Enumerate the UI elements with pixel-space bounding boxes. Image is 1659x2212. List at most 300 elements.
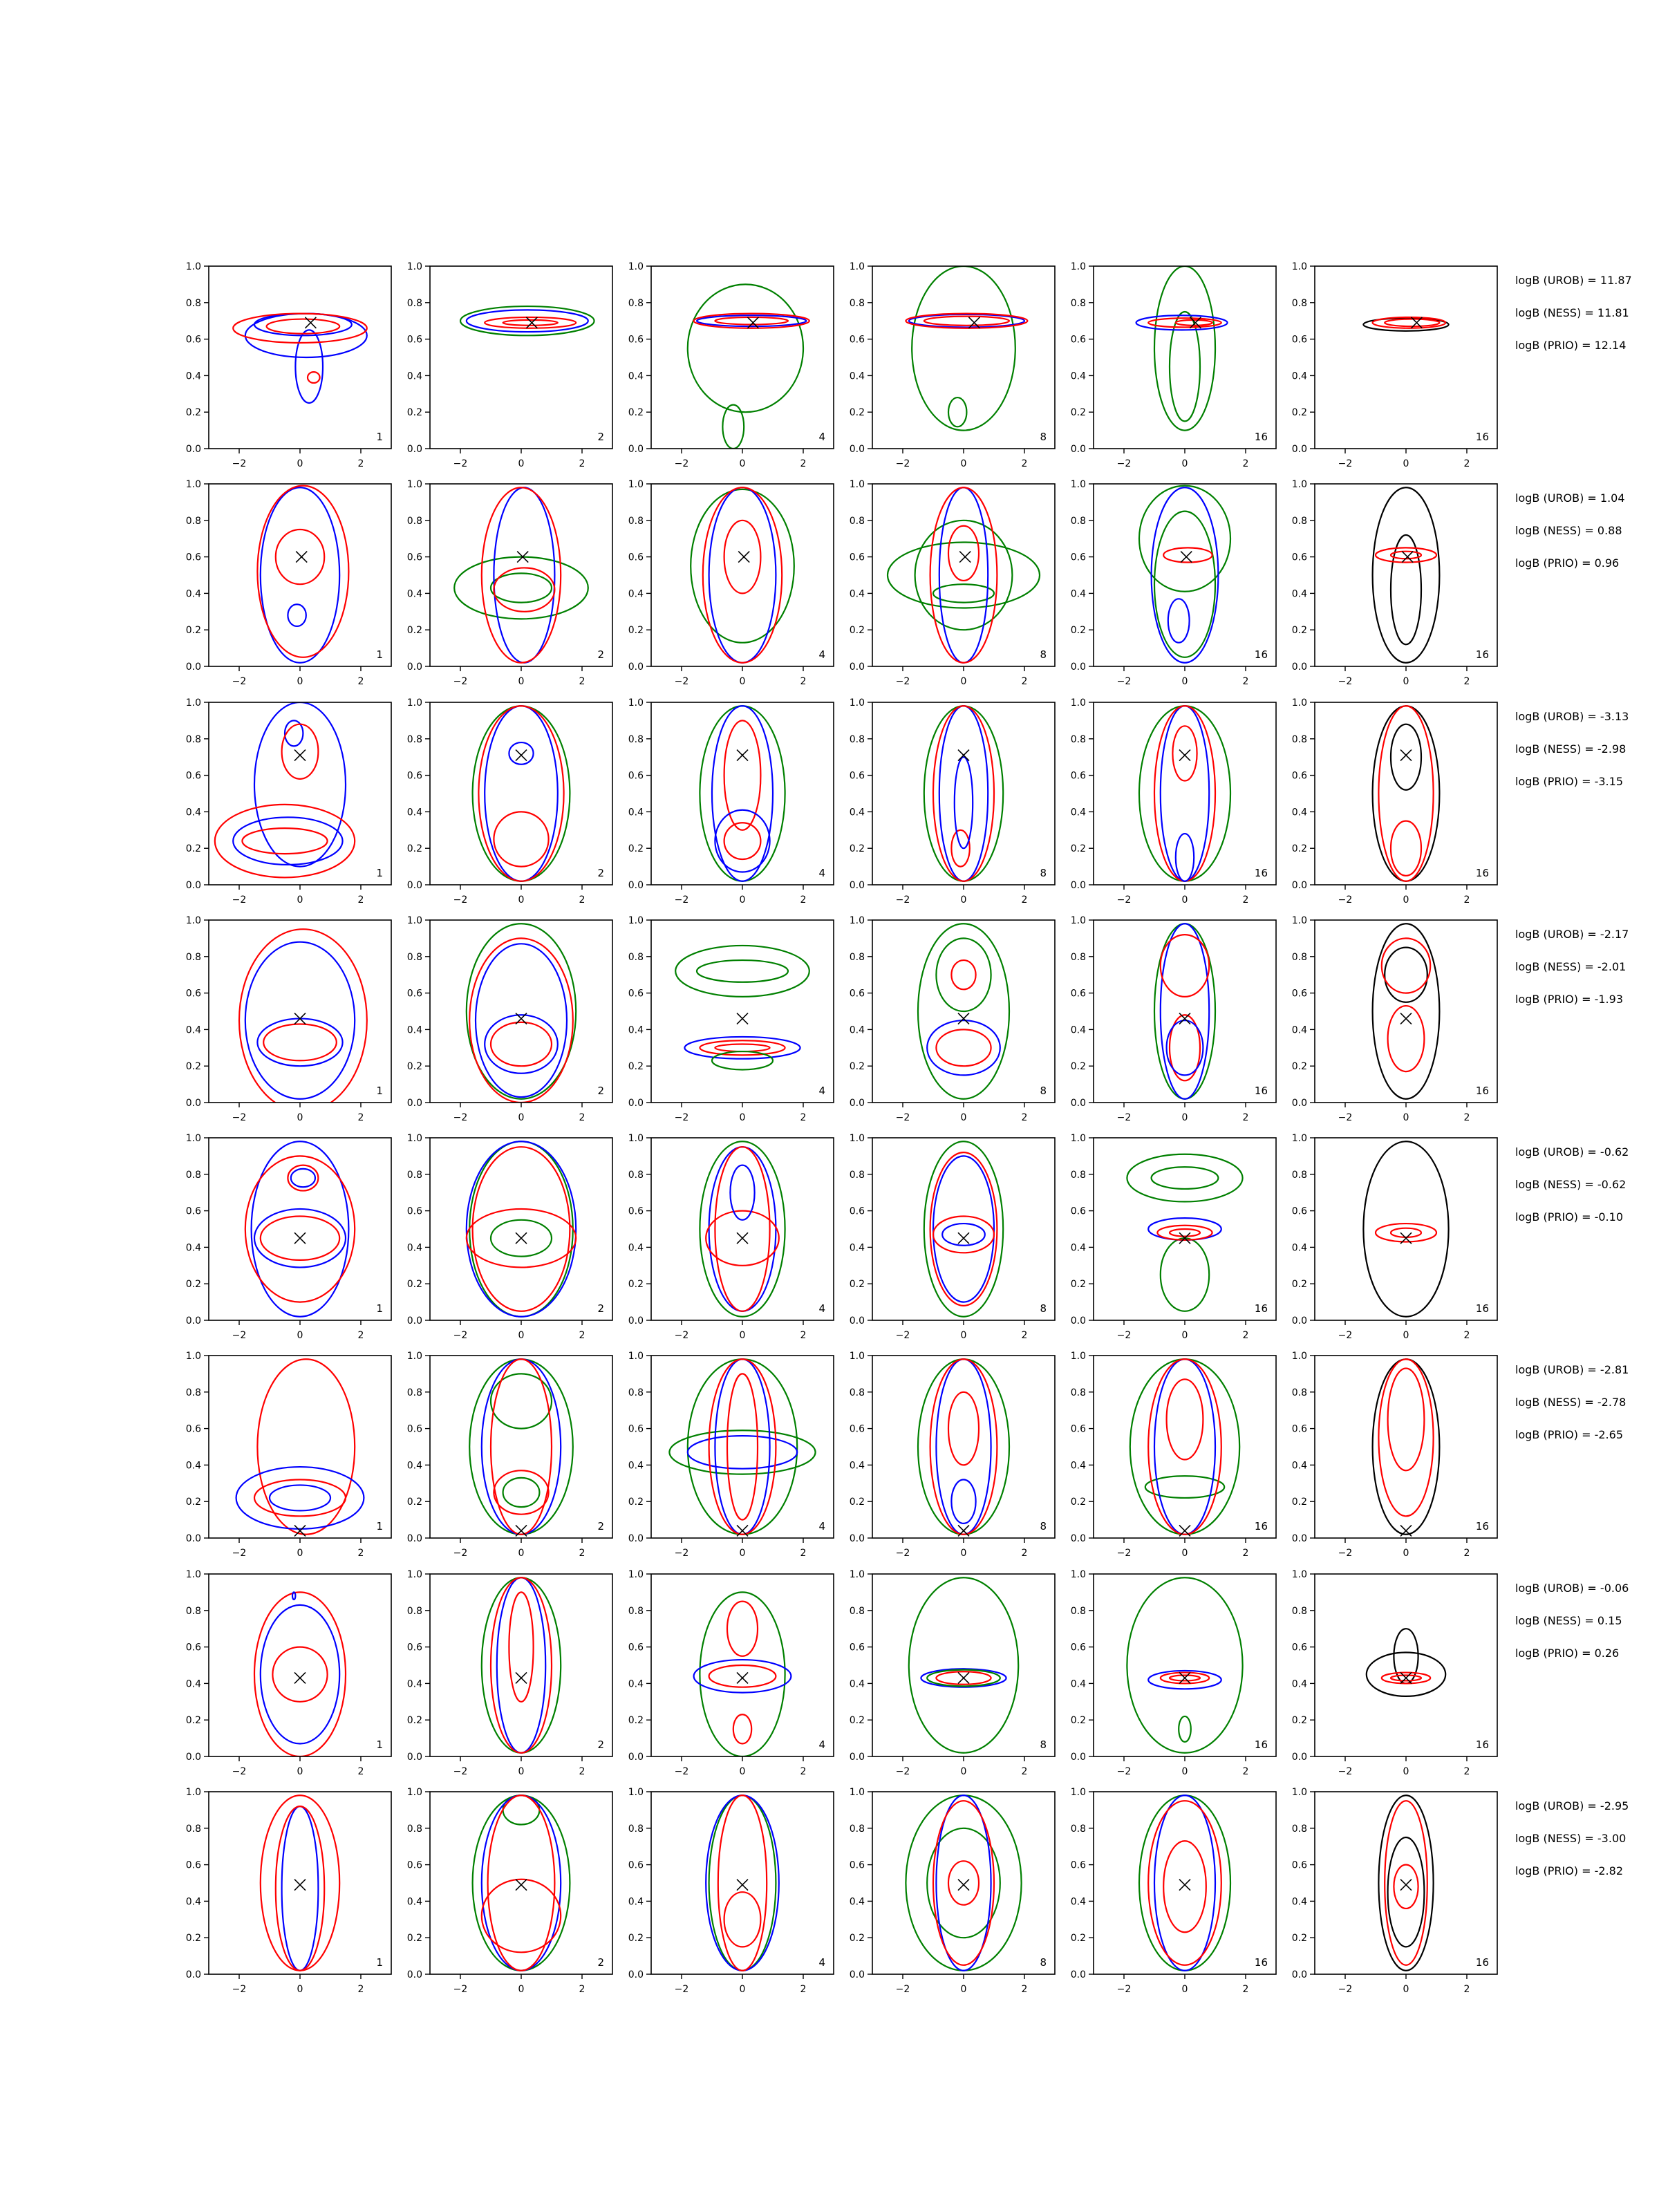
x-tick-label: −2 bbox=[674, 1548, 689, 1559]
bayes-factor-line: logB (NESS) = 11.81 bbox=[1515, 306, 1629, 319]
bayes-factor-line: logB (UROB) = -3.13 bbox=[1515, 710, 1629, 723]
contour-red-3 bbox=[1161, 935, 1209, 997]
panel-r2-c5 bbox=[1071, 479, 1276, 687]
x-tick-label: 2 bbox=[579, 676, 585, 687]
y-tick-label: 0.0 bbox=[1291, 444, 1307, 455]
truth-marker bbox=[958, 1232, 969, 1244]
contour-blue-5 bbox=[485, 1015, 558, 1073]
y-tick-label: 0.0 bbox=[849, 662, 865, 673]
y-tick-label: 0.0 bbox=[1070, 880, 1086, 891]
y-tick-label: 0.0 bbox=[1291, 1969, 1307, 1980]
x-tick-label: 2 bbox=[1021, 1548, 1028, 1559]
contour-green-2 bbox=[697, 960, 788, 982]
bayes-factor-text-r5 bbox=[1515, 1145, 1629, 1224]
contour-red-5 bbox=[951, 960, 975, 989]
contour-red-3 bbox=[1391, 1228, 1421, 1237]
y-tick-label: 0.4 bbox=[849, 588, 865, 600]
y-tick-label: 0.0 bbox=[849, 880, 865, 891]
x-tick-label: −2 bbox=[1116, 676, 1132, 687]
panel-r8-c6 bbox=[1292, 1787, 1497, 1995]
bayes-factor-line: logB (UROB) = 1.04 bbox=[1515, 491, 1625, 505]
bayes-factor-line: logB (UROB) = -2.95 bbox=[1515, 1799, 1629, 1812]
contour-red-6 bbox=[727, 1374, 758, 1519]
y-tick-label: 0.8 bbox=[185, 515, 201, 527]
y-tick-label: 0.6 bbox=[185, 552, 201, 563]
y-tick-label: 0.2 bbox=[185, 1933, 201, 1944]
truth-marker bbox=[1400, 1880, 1412, 1891]
y-tick-label: 0.6 bbox=[1070, 334, 1086, 346]
contour-blue-1 bbox=[261, 487, 339, 662]
y-tick-label: 0.2 bbox=[628, 1715, 644, 1727]
panel-r8-c4 bbox=[850, 1787, 1055, 1995]
contours bbox=[1373, 706, 1440, 881]
y-tick-label: 0.4 bbox=[628, 1678, 644, 1690]
x-tick-label: 2 bbox=[1463, 458, 1470, 469]
y-tick-label: 0.8 bbox=[628, 733, 644, 745]
contour-blue-5 bbox=[1167, 1020, 1203, 1075]
x-tick-label: 2 bbox=[1242, 1330, 1249, 1341]
y-tick-label: 1.0 bbox=[1070, 1569, 1086, 1580]
panel-r7-c1 bbox=[186, 1569, 391, 1777]
x-tick-label: 2 bbox=[1242, 1766, 1249, 1777]
contour-red-3 bbox=[1382, 938, 1430, 993]
contours bbox=[473, 1795, 570, 1970]
panel-r5-c6 bbox=[1292, 1133, 1497, 1341]
bayes-factor-line: logB (PRIO) = 0.96 bbox=[1515, 556, 1620, 570]
x-tick-label: 2 bbox=[800, 1766, 807, 1777]
y-tick-label: 0.6 bbox=[849, 1206, 865, 1217]
y-tick-label: 0.2 bbox=[1291, 1715, 1307, 1727]
bayes-factor-line: logB (NESS) = 0.15 bbox=[1515, 1614, 1622, 1627]
y-tick-label: 0.0 bbox=[185, 1315, 201, 1327]
contours bbox=[454, 487, 588, 662]
contour-blue-5 bbox=[730, 1165, 754, 1220]
panel-r5-c3 bbox=[628, 1133, 834, 1341]
panel-n-label: 2 bbox=[597, 1302, 604, 1315]
y-tick-label: 0.8 bbox=[1070, 297, 1086, 309]
y-tick-label: 0.8 bbox=[1070, 733, 1086, 745]
y-tick-label: 0.8 bbox=[849, 951, 865, 963]
y-tick-label: 1.0 bbox=[1070, 697, 1086, 709]
y-tick-label: 0.4 bbox=[1291, 1896, 1307, 1908]
y-tick-label: 0.0 bbox=[1291, 1752, 1307, 1763]
truth-marker bbox=[1400, 750, 1412, 761]
contour-blue-4 bbox=[1176, 834, 1194, 881]
y-tick-label: 0.6 bbox=[1291, 1206, 1307, 1217]
panel-r8-c2 bbox=[407, 1787, 612, 1995]
contour-black-1 bbox=[1367, 1653, 1445, 1696]
truth-marker bbox=[737, 1013, 748, 1024]
y-tick-label: 0.4 bbox=[185, 1024, 201, 1036]
y-tick-label: 1.0 bbox=[1291, 1569, 1307, 1580]
y-tick-label: 0.6 bbox=[1291, 770, 1307, 782]
y-tick-label: 0.4 bbox=[1291, 1678, 1307, 1690]
x-tick-label: −2 bbox=[1116, 1548, 1132, 1559]
y-tick-label: 0.2 bbox=[849, 1933, 865, 1944]
y-tick-label: 1.0 bbox=[406, 1351, 422, 1362]
contour-blue-6 bbox=[291, 1169, 315, 1187]
contour-green-1 bbox=[1154, 266, 1215, 431]
axes-frame bbox=[430, 266, 612, 449]
contour-blue-2 bbox=[933, 1156, 994, 1302]
y-tick-label: 0.2 bbox=[1291, 1497, 1307, 1508]
y-tick-label: 1.0 bbox=[406, 1569, 422, 1580]
y-tick-label: 0.2 bbox=[1070, 1497, 1086, 1508]
x-tick-label: 0 bbox=[960, 1330, 967, 1341]
truth-marker bbox=[516, 1232, 527, 1244]
x-tick-label: −2 bbox=[674, 1112, 689, 1123]
y-tick-label: 0.2 bbox=[406, 407, 422, 419]
contour-green-1 bbox=[688, 1359, 797, 1534]
panel-n-label: 1 bbox=[376, 867, 383, 879]
y-tick-label: 0.6 bbox=[849, 988, 865, 1000]
panel-n-label: 16 bbox=[1475, 1302, 1489, 1315]
bayes-factor-text-r3 bbox=[1515, 710, 1629, 788]
y-tick-label: 0.0 bbox=[1070, 1752, 1086, 1763]
y-tick-label: 0.6 bbox=[185, 1642, 201, 1653]
truth-marker bbox=[516, 750, 527, 761]
axes-frame bbox=[430, 484, 612, 666]
contour-blue-5 bbox=[942, 1224, 985, 1246]
y-tick-label: 0.0 bbox=[1070, 444, 1086, 455]
contours bbox=[688, 284, 809, 449]
y-tick-label: 0.6 bbox=[185, 770, 201, 782]
y-tick-label: 0.8 bbox=[185, 1823, 201, 1835]
x-tick-label: 0 bbox=[297, 1984, 303, 1995]
panel-n-label: 8 bbox=[1040, 867, 1047, 879]
panel-r3-c2 bbox=[407, 697, 612, 906]
bayes-factor-line: logB (NESS) = -0.62 bbox=[1515, 1178, 1627, 1191]
x-tick-label: 0 bbox=[1181, 1984, 1188, 1995]
x-tick-label: 0 bbox=[739, 1330, 746, 1341]
axes-frame bbox=[430, 1138, 612, 1320]
contour-red-5 bbox=[709, 1359, 776, 1534]
panel-n-label: 8 bbox=[1040, 1956, 1047, 1969]
panel-n-label: 16 bbox=[1254, 1738, 1268, 1751]
panel-n-label: 1 bbox=[376, 1085, 383, 1097]
contour-red-3 bbox=[930, 1359, 997, 1534]
contour-green-2 bbox=[936, 938, 991, 1011]
y-tick-label: 1.0 bbox=[849, 1787, 865, 1798]
y-tick-label: 0.8 bbox=[185, 951, 201, 963]
contour-green-1 bbox=[918, 1359, 1009, 1534]
y-tick-label: 0.8 bbox=[1291, 1169, 1307, 1181]
x-tick-label: 0 bbox=[1403, 1548, 1409, 1559]
contour-red-3 bbox=[276, 1806, 324, 1971]
x-tick-label: 2 bbox=[1463, 1984, 1470, 1995]
axes-frame bbox=[1315, 702, 1497, 885]
y-tick-label: 0.4 bbox=[849, 371, 865, 382]
y-tick-label: 1.0 bbox=[406, 479, 422, 490]
x-tick-label: 0 bbox=[960, 1984, 967, 1995]
y-tick-label: 0.6 bbox=[1291, 1423, 1307, 1435]
panel-r5-c4 bbox=[850, 1133, 1055, 1341]
x-tick-label: 0 bbox=[297, 1548, 303, 1559]
panel-r3-c4 bbox=[850, 697, 1055, 906]
panel-n-label: 16 bbox=[1475, 648, 1489, 661]
y-tick-label: 0.0 bbox=[406, 444, 422, 455]
axes-frame bbox=[872, 702, 1055, 885]
x-tick-label: −2 bbox=[895, 458, 910, 469]
contours bbox=[215, 702, 355, 877]
contour-red-3 bbox=[1154, 706, 1215, 881]
y-tick-label: 0.8 bbox=[628, 1823, 644, 1835]
y-tick-label: 0.4 bbox=[628, 1460, 644, 1472]
contour-black-1 bbox=[1373, 1359, 1440, 1534]
bayes-factor-line: logB (PRIO) = -3.15 bbox=[1515, 775, 1623, 788]
contour-green-2 bbox=[669, 1430, 815, 1474]
contour-red-4 bbox=[488, 1795, 555, 1970]
truth-marker bbox=[958, 750, 969, 761]
truth-marker bbox=[1400, 1672, 1412, 1683]
y-tick-label: 0.4 bbox=[849, 1460, 865, 1472]
truth-marker bbox=[737, 1672, 748, 1683]
x-tick-label: −2 bbox=[232, 1984, 247, 1995]
y-tick-label: 0.8 bbox=[185, 733, 201, 745]
truth-marker bbox=[958, 1672, 969, 1683]
y-tick-label: 0.6 bbox=[628, 1859, 644, 1871]
contour-red-4 bbox=[491, 1022, 552, 1066]
contour-blue-6 bbox=[233, 817, 342, 865]
x-tick-label: 0 bbox=[1403, 1112, 1409, 1123]
y-tick-label: 0.6 bbox=[185, 988, 201, 1000]
y-tick-label: 0.2 bbox=[1291, 1061, 1307, 1073]
contours bbox=[1373, 924, 1440, 1098]
contour-green-6 bbox=[503, 1478, 540, 1507]
y-tick-label: 0.6 bbox=[1070, 1423, 1086, 1435]
contour-black-2 bbox=[1388, 1837, 1425, 1947]
axes-frame bbox=[1094, 702, 1276, 885]
panel-r2-c3 bbox=[628, 479, 834, 687]
x-tick-label: 2 bbox=[1021, 1112, 1028, 1123]
y-tick-label: 0.4 bbox=[185, 1678, 201, 1690]
x-tick-label: 2 bbox=[1021, 1330, 1028, 1341]
contour-blue-2 bbox=[1161, 706, 1209, 881]
contour-blue-4 bbox=[715, 1359, 769, 1534]
contour-red-3 bbox=[715, 1147, 769, 1311]
contour-blue-2 bbox=[288, 604, 306, 626]
contours bbox=[482, 1577, 561, 1752]
panel-r1-c3 bbox=[628, 261, 834, 469]
contour-green-2 bbox=[1152, 1167, 1219, 1189]
panel-r2-c4 bbox=[850, 479, 1055, 687]
y-tick-label: 0.2 bbox=[185, 843, 201, 855]
y-tick-label: 0.8 bbox=[406, 1823, 422, 1835]
panel-r7-c6 bbox=[1292, 1569, 1497, 1777]
x-tick-label: 2 bbox=[800, 458, 807, 469]
y-tick-label: 0.2 bbox=[1070, 1061, 1086, 1073]
y-tick-label: 0.0 bbox=[628, 1533, 644, 1544]
x-tick-label: 0 bbox=[1181, 458, 1188, 469]
truth-marker bbox=[516, 1880, 527, 1891]
contour-blue-3 bbox=[927, 1020, 1000, 1075]
contour-red-2 bbox=[1378, 1359, 1433, 1516]
y-tick-label: 0.8 bbox=[849, 297, 865, 309]
contour-blue-2 bbox=[939, 706, 988, 881]
y-tick-label: 1.0 bbox=[1070, 915, 1086, 926]
panel-n-label: 8 bbox=[1040, 431, 1047, 443]
contour-red-4 bbox=[951, 830, 969, 867]
contours bbox=[254, 1592, 346, 1756]
y-tick-label: 0.4 bbox=[628, 1242, 644, 1254]
y-tick-label: 0.6 bbox=[849, 1423, 865, 1435]
y-tick-label: 0.8 bbox=[1291, 1605, 1307, 1617]
contour-blue-3 bbox=[688, 1436, 797, 1469]
y-tick-label: 1.0 bbox=[1070, 1133, 1086, 1144]
panel-r1-c2 bbox=[407, 261, 612, 469]
y-tick-label: 0.2 bbox=[1291, 407, 1307, 419]
y-tick-label: 0.6 bbox=[628, 1206, 644, 1217]
y-tick-label: 1.0 bbox=[1291, 1133, 1307, 1144]
x-tick-label: 2 bbox=[579, 1766, 585, 1777]
contour-black-1 bbox=[1373, 487, 1440, 662]
x-tick-label: 2 bbox=[357, 894, 364, 906]
y-tick-label: 0.6 bbox=[185, 1423, 201, 1435]
contour-red-2 bbox=[1376, 1224, 1436, 1241]
y-tick-label: 0.4 bbox=[1070, 1460, 1086, 1472]
contour-blue-1 bbox=[252, 1141, 349, 1316]
contour-green-1 bbox=[888, 542, 1040, 608]
y-tick-label: 1.0 bbox=[185, 479, 201, 490]
x-tick-label: 2 bbox=[1463, 676, 1470, 687]
axes-frame bbox=[430, 920, 612, 1103]
panel-n-label: 8 bbox=[1040, 1520, 1047, 1533]
x-tick-label: −2 bbox=[453, 1330, 468, 1341]
y-tick-label: 0.6 bbox=[406, 1423, 422, 1435]
contour-red-5 bbox=[948, 1861, 979, 1904]
y-tick-label: 0.6 bbox=[1291, 334, 1307, 346]
y-tick-label: 0.2 bbox=[185, 1497, 201, 1508]
contour-green-2 bbox=[491, 573, 552, 602]
panel-n-label: 4 bbox=[818, 1302, 825, 1315]
bayes-factor-text-r6 bbox=[1515, 1363, 1629, 1441]
contour-green-2 bbox=[948, 397, 966, 427]
panel-n-label: 2 bbox=[597, 1738, 604, 1751]
panel-n-label: 8 bbox=[1040, 1738, 1047, 1751]
x-tick-label: 0 bbox=[739, 1766, 746, 1777]
contour-red-4 bbox=[267, 319, 340, 334]
x-tick-label: 0 bbox=[1403, 1984, 1409, 1995]
contour-red-3 bbox=[282, 724, 319, 779]
y-tick-label: 0.6 bbox=[1070, 988, 1086, 1000]
x-tick-label: 0 bbox=[518, 1548, 525, 1559]
bayes-factor-line: logB (UROB) = -2.17 bbox=[1515, 928, 1629, 941]
x-tick-label: 2 bbox=[1021, 894, 1028, 906]
y-tick-label: 0.0 bbox=[628, 662, 644, 673]
y-tick-label: 0.8 bbox=[1291, 515, 1307, 527]
y-tick-label: 0.8 bbox=[406, 515, 422, 527]
bayes-factor-text-r2 bbox=[1515, 491, 1625, 570]
truth-marker bbox=[1400, 1013, 1412, 1024]
contours bbox=[1378, 1795, 1433, 1970]
panel-r1-c5 bbox=[1071, 261, 1276, 469]
truth-marker bbox=[737, 1232, 748, 1244]
contours bbox=[473, 706, 570, 881]
y-tick-label: 0.0 bbox=[185, 444, 201, 455]
y-tick-label: 0.6 bbox=[628, 334, 644, 346]
contour-black-2 bbox=[1385, 948, 1427, 1002]
axes-frame bbox=[1094, 1356, 1276, 1538]
contour-blue-5 bbox=[955, 757, 973, 848]
contour-red-1 bbox=[257, 1359, 355, 1534]
y-tick-label: 0.2 bbox=[185, 407, 201, 419]
y-tick-label: 0.8 bbox=[849, 1387, 865, 1398]
axes-frame bbox=[651, 1356, 834, 1538]
y-tick-label: 1.0 bbox=[1291, 1787, 1307, 1798]
contours bbox=[239, 929, 367, 1112]
x-tick-label: −2 bbox=[232, 1330, 247, 1341]
panel-n-label: 16 bbox=[1475, 1738, 1489, 1751]
panel-n-label: 16 bbox=[1254, 1302, 1268, 1315]
contour-blue-2 bbox=[467, 1141, 576, 1316]
contour-green-1 bbox=[473, 706, 570, 881]
truth-marker bbox=[737, 1880, 748, 1891]
y-tick-label: 0.6 bbox=[628, 552, 644, 563]
y-tick-label: 1.0 bbox=[185, 1569, 201, 1580]
y-tick-label: 1.0 bbox=[628, 1133, 644, 1144]
panel-n-label: 16 bbox=[1254, 648, 1268, 661]
x-tick-label: 0 bbox=[297, 1112, 303, 1123]
y-tick-label: 0.4 bbox=[406, 588, 422, 600]
y-tick-label: 0.8 bbox=[628, 1169, 644, 1181]
contours bbox=[906, 266, 1027, 431]
contour-green-2 bbox=[927, 1828, 1000, 1938]
x-tick-label: 0 bbox=[518, 1766, 525, 1777]
truth-marker bbox=[294, 1232, 306, 1244]
y-tick-label: 0.4 bbox=[1070, 371, 1086, 382]
y-tick-label: 1.0 bbox=[628, 915, 644, 926]
panel-r3-c3 bbox=[628, 697, 834, 906]
y-tick-label: 0.4 bbox=[185, 1896, 201, 1908]
y-tick-label: 0.4 bbox=[185, 1242, 201, 1254]
x-tick-label: 2 bbox=[1242, 676, 1249, 687]
y-tick-label: 0.8 bbox=[1070, 951, 1086, 963]
x-tick-label: 0 bbox=[1403, 1766, 1409, 1777]
y-tick-label: 0.2 bbox=[849, 625, 865, 637]
contour-blue-3 bbox=[482, 1795, 561, 1970]
contours bbox=[1136, 266, 1228, 431]
y-tick-label: 1.0 bbox=[1291, 261, 1307, 272]
x-tick-label: 2 bbox=[1021, 1766, 1028, 1777]
panel-n-label: 1 bbox=[376, 1302, 383, 1315]
y-tick-label: 1.0 bbox=[1291, 697, 1307, 709]
panel-r6-c3 bbox=[628, 1351, 834, 1559]
x-tick-label: 2 bbox=[1463, 1330, 1470, 1341]
y-tick-label: 0.2 bbox=[406, 625, 422, 637]
y-tick-label: 0.0 bbox=[185, 662, 201, 673]
contour-blue-2 bbox=[497, 1577, 545, 1752]
panel-n-label: 16 bbox=[1254, 1520, 1268, 1533]
x-tick-label: −2 bbox=[1116, 1330, 1132, 1341]
panel-r8-c3 bbox=[628, 1787, 834, 1995]
panel-n-label: 16 bbox=[1475, 431, 1489, 443]
x-tick-label: 0 bbox=[960, 1548, 967, 1559]
y-tick-label: 1.0 bbox=[628, 479, 644, 490]
y-tick-label: 0.8 bbox=[406, 297, 422, 309]
x-tick-label: 0 bbox=[960, 1766, 967, 1777]
y-tick-label: 0.8 bbox=[406, 1605, 422, 1617]
y-tick-label: 0.0 bbox=[1070, 1533, 1086, 1544]
x-tick-label: 2 bbox=[800, 894, 807, 906]
contour-red-2 bbox=[245, 1156, 355, 1302]
x-tick-label: −2 bbox=[1116, 458, 1132, 469]
contour-blue-4 bbox=[257, 1019, 342, 1067]
panel-n-label: 16 bbox=[1254, 1956, 1268, 1969]
panel-n-label: 4 bbox=[818, 1085, 825, 1097]
y-tick-label: 0.4 bbox=[1070, 1024, 1086, 1036]
y-tick-label: 0.4 bbox=[1070, 1242, 1086, 1254]
axes-frame bbox=[872, 1356, 1055, 1538]
